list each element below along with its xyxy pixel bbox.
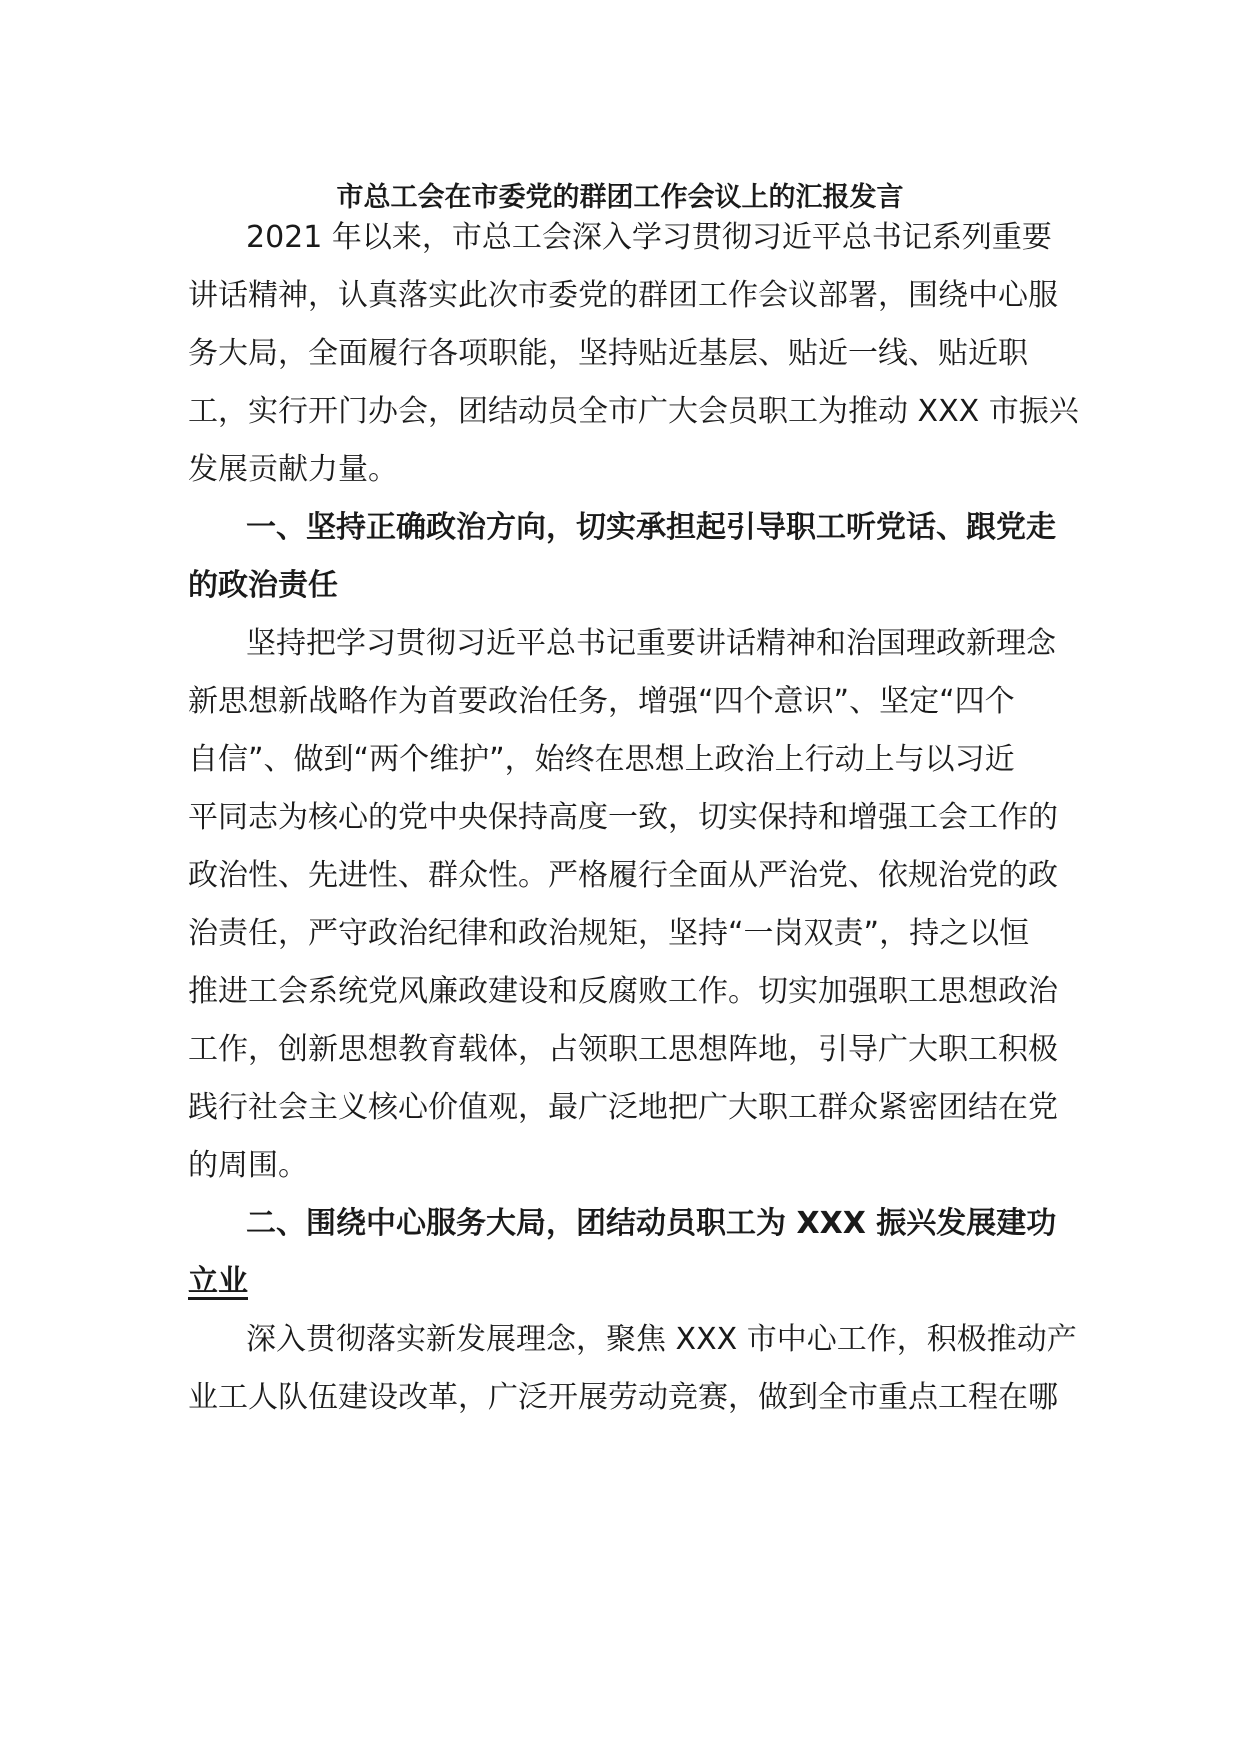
section2-body-line: 业工人队伍建设改革，广泛开展劳动竞赛，做到全市重点工程在哪 (188, 1380, 1058, 1415)
intro-line: 发展贡献力量。 (188, 452, 398, 487)
section1-body-line: 治责任，严守政治纪律和政治规矩，坚持“一岗双责”，持之以恒 (188, 916, 1030, 951)
intro-line: 务大局，全面履行各项职能，坚持贴近基层、贴近一线、贴近职 (188, 336, 1028, 371)
section1-heading: 一、坚持正确政治方向，切实承担起引导职工听党话、跟党走 (246, 510, 1056, 545)
section1-body-line: 的周围。 (188, 1148, 308, 1183)
section2-body-line: 深入贯彻落实新发展理念，聚焦 XXX 市中心工作，积极推动产 (246, 1322, 1077, 1357)
intro-line: 2021 年以来，市总工会深入学习贯彻习近平总书记系列重要 (246, 220, 1052, 255)
section1-body-line: 坚持把学习贯彻习近平总书记重要讲话精神和治国理政新理念 (246, 626, 1056, 661)
section1-body-line: 新思想新战略作为首要政治任务，增强“四个意识”、坚定“四个 (188, 684, 1015, 719)
intro-line: 工，实行开门办会，团结动员全市广大会员职工为推动 XXX 市振兴 (188, 394, 1079, 429)
section1-body-line: 践行社会主义核心价值观，最广泛地把广大职工群众紧密团结在党 (188, 1090, 1058, 1125)
section1-heading: 的政治责任 (188, 568, 338, 603)
section2-heading: 二、围绕中心服务大局，团结动员职工为 XXX 振兴发展建功 (246, 1206, 1057, 1241)
section1-body-line: 工作，创新思想教育载体，占领职工思想阵地，引导广大职工积极 (188, 1032, 1058, 1067)
section1-body-line: 推进工会系统党风廉政建设和反腐败工作。切实加强职工思想政治 (188, 974, 1058, 1009)
section1-body-line: 政治性、先进性、群众性。严格履行全面从严治党、依规治党的政 (188, 858, 1058, 893)
section2-heading: 立业 (188, 1264, 248, 1299)
document-title: 市总工会在市委党的群团工作会议上的汇报发言 (336, 182, 904, 213)
section1-body-line: 自信”、做到“两个维护”，始终在思想上政治上行动上与以习近 (188, 742, 1015, 777)
section1-body-line: 平同志为核心的党中央保持高度一致，切实保持和增强工会工作的 (188, 800, 1058, 835)
intro-line: 讲话精神，认真落实此次市委党的群团工作会议部署，围绕中心服 (188, 278, 1058, 313)
